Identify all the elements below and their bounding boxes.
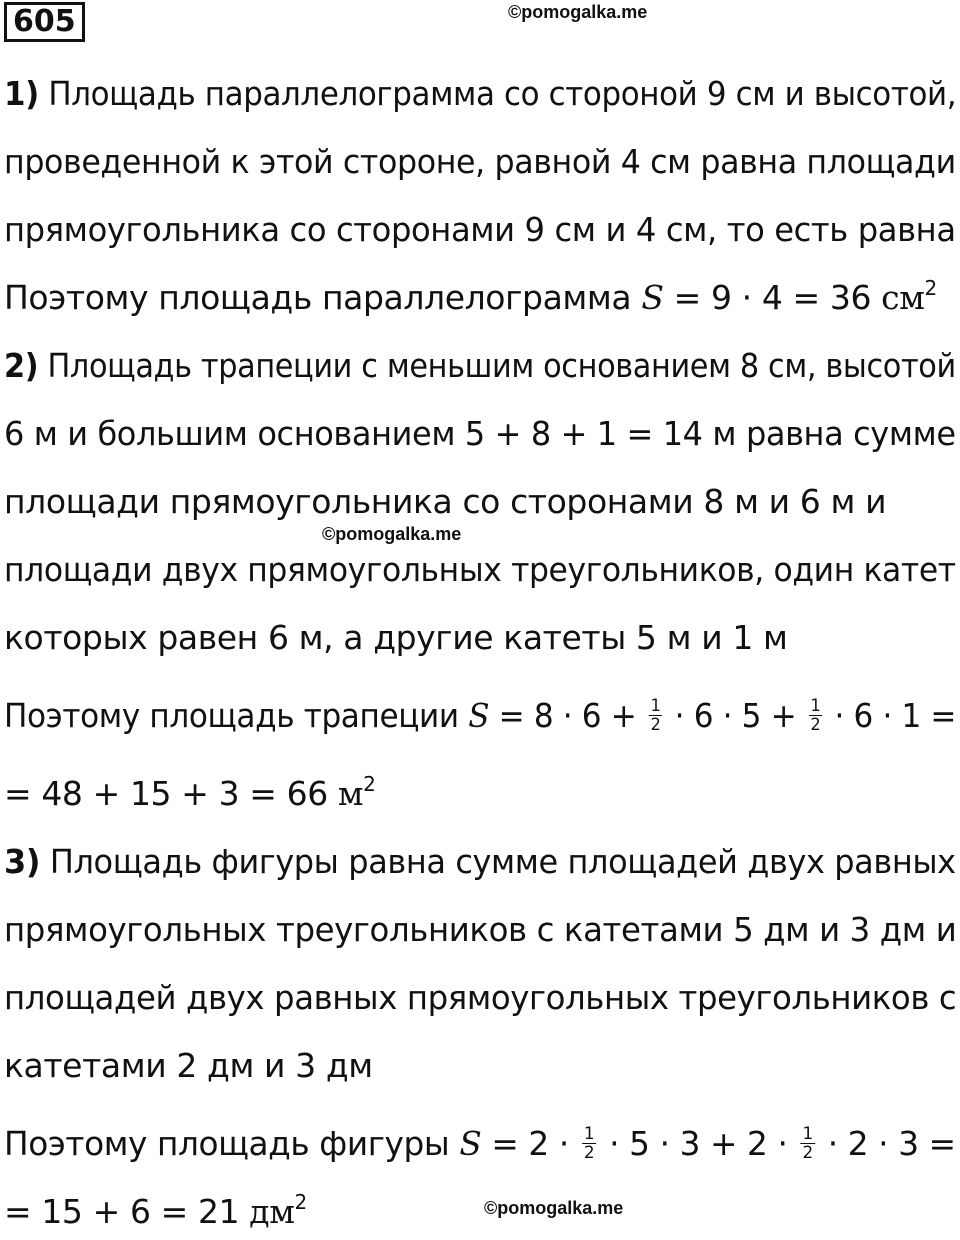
part2-final: = 48 + 15 + 3 = 66 $м^2$ — [4, 772, 376, 813]
part1-label: 1) — [4, 74, 39, 113]
part2-line4: площади двух прямоугольных треугольников, один катет — [4, 550, 956, 589]
problem-number: 605 — [4, 2, 85, 42]
fraction-half: $\frac{1}{2}$ — [810, 696, 821, 735]
part2-line1: 2) Площадь трапеции с меньшим основанием 8 см, высотой — [4, 346, 956, 385]
part3-line3: площадей двух равных прямоугольных треугольников с — [4, 978, 957, 1017]
fraction-half: $\frac{1}{2}$ — [802, 1124, 813, 1163]
part2-result: Поэтому площадь трапеции S = 8 · 6 + $\frac{1}{2}$ · 6 · 5 + $\frac{1}{2}$ · 6 · 1 = — [4, 696, 957, 735]
watermark-middle: ©pomogalka.me — [322, 524, 462, 544]
part1-line2: проведенной к этой стороне, равной 4 см равна площади — [4, 142, 956, 181]
part3-result: Поэтому площадь фигуры S = 2 · $\frac{1}{2}$ · 5 · 3 + 2 · $\frac{1}{2}$ · 2 · 3 = — [4, 1124, 956, 1163]
watermark-top: ©pomogalka.me — [508, 2, 648, 22]
part2-line5: которых равен 6 м, а другие катеты 5 м и 1 м — [4, 618, 788, 657]
part2-line3: площади прямоугольника со сторонами 8 м и 6 м и — [4, 482, 887, 521]
part3-line2: прямоугольных треугольников с катетами 5 дм и 3 дм и — [4, 910, 957, 949]
part2-label: 2) — [4, 346, 39, 385]
fraction-half: $\frac{1}{2}$ — [650, 696, 661, 735]
fraction-half: $\frac{1}{2}$ — [583, 1124, 595, 1163]
part1-line3: прямоугольника со сторонами 9 см и 4 см, то есть равна — [4, 210, 956, 249]
part3-line4: катетами 2 дм и 3 дм — [4, 1046, 373, 1085]
part3-final: = 15 + 6 = 21 $дм^2$ — [4, 1190, 307, 1231]
part1-result: Поэтому площадь параллелограмма S = 9 · 4 = 36 $см^2$ — [4, 276, 937, 317]
part3-line1: 3) Площадь фигуры равна сумме площадей двух равных — [4, 842, 956, 881]
part1-line1: 1) Площадь параллелограмма со стороной 9 см и высотой, — [4, 74, 957, 113]
watermark-bottom: ©pomogalka.me — [484, 1198, 624, 1218]
part3-label: 3) — [4, 842, 41, 881]
part2-line2: 6 м и большим основанием 5 + 8 + 1 = 14 м равна сумме — [4, 414, 956, 453]
